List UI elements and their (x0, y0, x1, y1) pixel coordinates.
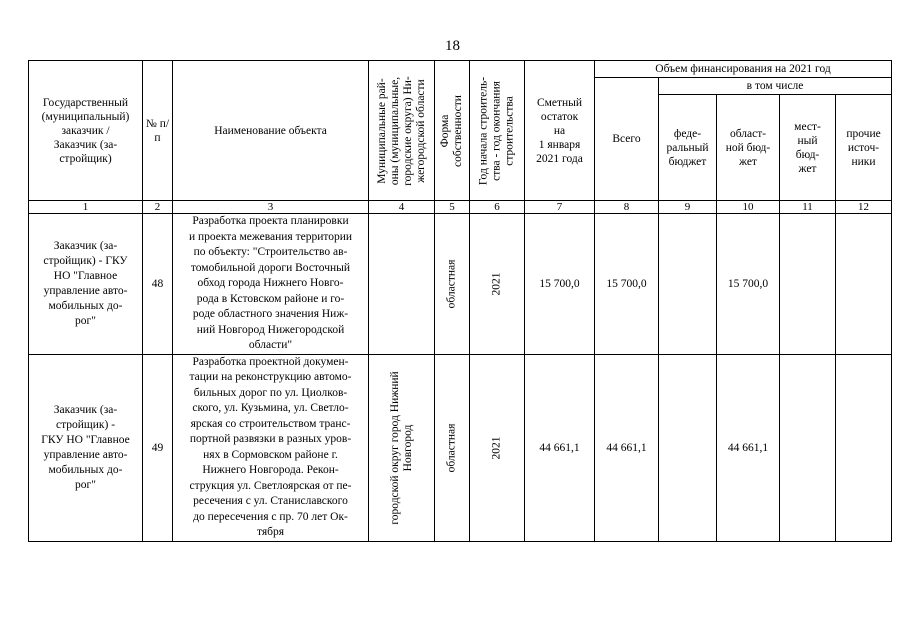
row-ownership: областная (435, 354, 470, 541)
column-number: 6 (470, 201, 525, 214)
header-other-sources: прочие источ- ники (836, 95, 892, 201)
row-municipality (369, 214, 435, 355)
row-local (780, 214, 836, 355)
header-customer-text: Государственный (муниципальный) заказчик / Заказчик (за- стройщик) (41, 96, 130, 165)
column-number: 12 (836, 201, 892, 214)
header-construction-years: Год начала строитель- ства - год окончания строительства (470, 61, 525, 201)
header-municipality: Муниципальные рай- оны (муниципальные, городские округа) Ни- жегородской области (369, 61, 435, 201)
header-ownership: Форма собственности (435, 61, 470, 201)
column-number: 11 (780, 201, 836, 214)
column-number: 2 (143, 201, 173, 214)
row-customer: Заказчик (за- стройщик) - ГКУ НО "Главное управление авто- мобильных до- рог" (29, 214, 143, 355)
row-regional: 15 700,0 (717, 214, 780, 355)
row-number: 48 (143, 214, 173, 355)
row-balance: 44 661,1 (525, 354, 595, 541)
header-regional-budget: област- ной бюд- жет (717, 95, 780, 201)
header-customer (29, 61, 143, 201)
page-number: 18 (445, 38, 460, 54)
row-total: 15 700,0 (595, 214, 659, 355)
row-other (836, 214, 892, 355)
row-years: 2021 (470, 354, 525, 541)
row-customer: Заказчик (за- стройщик) - ГКУ НО "Главное управление авто- мобильных до- рог" (29, 354, 143, 541)
column-number: 1 (29, 201, 143, 214)
column-number: 7 (525, 201, 595, 214)
row-object-name: Разработка проектной докумен- тации на реконструкцию автомо- бильных дорог по ул. Циолков- ского, ул. Кузьмина, ул. Светло- ярская со строительством транс- портной развязки в разных уров- нях в Сормовском районе г. Нижнего Новгорода. Рекон- струкция ул. Светлоярская от пе- ресечения с ул. Станиславского до пересечения с пр. 70 лет Ок- тября (173, 354, 369, 541)
header-local-budget: мест- ный бюд- жет (780, 95, 836, 201)
row-ownership: областная (435, 214, 470, 355)
column-number: 10 (717, 201, 780, 214)
header-financing: Объем финансирования на 2021 год (595, 61, 892, 78)
row-object-name: Разработка проекта планировки и проекта межевания территории по объекту: "Строительство ав- томобильной дороги Восточный обход города Нижнего Новго- рода в Кстовском районе и го- роде областного значения Ниж- ний Новгород Нижегородской области" (173, 214, 369, 355)
row-local (780, 354, 836, 541)
row-other (836, 354, 892, 541)
table-row (29, 214, 892, 355)
header-object-name: Наименование объекта (173, 61, 369, 201)
row-regional: 44 661,1 (717, 354, 780, 541)
table-row (29, 354, 892, 541)
column-number: 9 (659, 201, 717, 214)
financing-table (28, 60, 892, 542)
row-federal (659, 354, 717, 541)
header-including: в том числе (659, 78, 892, 95)
column-number: 4 (369, 201, 435, 214)
column-number: 3 (173, 201, 369, 214)
header-federal-budget: феде- ральный бюджет (659, 95, 717, 201)
row-total: 44 661,1 (595, 354, 659, 541)
column-number: 5 (435, 201, 470, 214)
column-number: 8 (595, 201, 659, 214)
header-total: Всего (595, 78, 659, 201)
row-balance: 15 700,0 (525, 214, 595, 355)
row-years: 2021 (470, 214, 525, 355)
row-federal (659, 214, 717, 355)
header-number: № п/п (143, 61, 173, 201)
row-municipality: городской округ город Нижний Новгород (369, 354, 435, 541)
row-number: 49 (143, 354, 173, 541)
header-estimated-balance: Сметный остаток на 1 января 2021 года (525, 61, 595, 201)
column-number-row (29, 201, 892, 214)
